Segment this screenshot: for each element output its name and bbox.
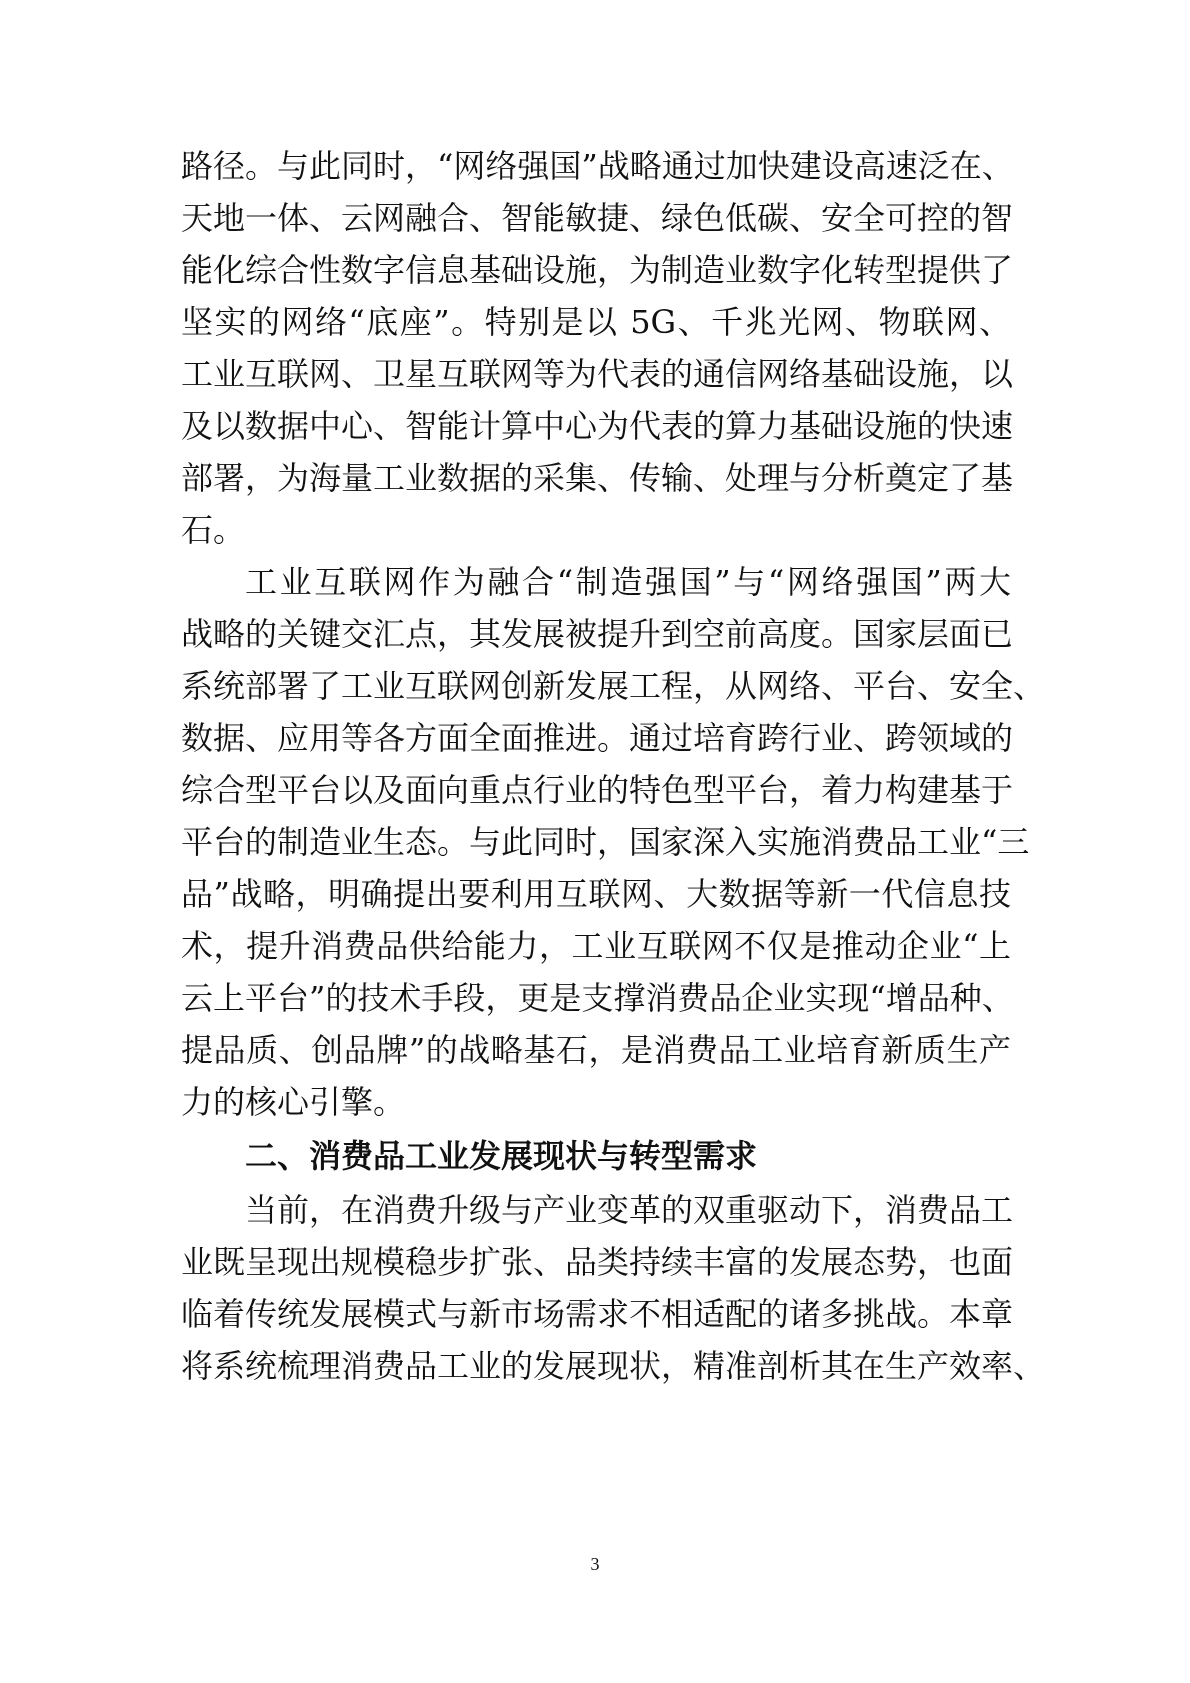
text-line: 工业互联网作为融合“制造强国”与“网络强国”两大: [245, 563, 1011, 601]
text-line: 能化综合性数字信息基础设施，为制造业数字化转型提供了: [181, 251, 1014, 289]
text-line: 当前，在消费升级与产业变革的双重驱动下，消费品工: [245, 1191, 1014, 1229]
text-line: 业既呈现出规模稳步扩张、品类持续丰富的发展态势，也面: [181, 1243, 1014, 1281]
text-line: 天地一体、云网融合、智能敏捷、绿色低碳、安全可控的智: [181, 199, 1014, 237]
text-line: 平台的制造业生态。与此同时，国家深入实施消费品工业“三: [181, 823, 1030, 861]
text-line: 系统部署了工业互联网创新发展工程，从网络、平台、安全、: [181, 667, 1046, 705]
text-line: 品”战略，明确提出要利用互联网、大数据等新一代信息技: [181, 875, 1011, 913]
text-line: 云上平台”的技术手段，更是支撑消费品企业实现“增品种、: [181, 979, 1014, 1017]
text-line: 及以数据中心、智能计算中心为代表的算力基础设施的快速: [181, 407, 1014, 445]
text-line: 力的核心引擎。: [181, 1083, 406, 1121]
page-number: 3: [590, 1554, 600, 1574]
text-line: 数据、应用等各方面全面推进。通过培育跨行业、跨领域的: [181, 719, 1014, 757]
text-line: 将系统梳理消费品工业的发展现状，精准剖析其在生产效率、: [181, 1347, 1046, 1385]
text-line: 工业互联网、卫星互联网等为代表的通信网络基础设施，以: [181, 355, 1014, 393]
text-line: 提品质、创品牌”的战略基石，是消费品工业培育新质生产: [181, 1031, 1011, 1069]
section-heading: 二、消费品工业发展现状与转型需求: [245, 1137, 758, 1175]
text-line: 坚实的网络“底座”。特别是以 5G、千兆光网、物联网、: [181, 303, 1011, 341]
text-line: 战略的关键交汇点，其发展被提升到空前高度。国家层面已: [181, 615, 1014, 653]
text-line: 石。: [181, 511, 246, 549]
text-line: 临着传统发展模式与新市场需求不相适配的诸多挑战。本章: [181, 1295, 1014, 1333]
text-line: 术，提升消费品供给能力，工业互联网不仅是推动企业“上: [181, 927, 1011, 965]
text-line: 综合型平台以及面向重点行业的特色型平台，着力构建基于: [181, 771, 1014, 809]
text-line: 路径。与此同时，“网络强国”战略通过加快建设高速泛在、: [181, 147, 1014, 185]
text-line: 部署，为海量工业数据的采集、传输、处理与分析奠定了基: [181, 459, 1014, 497]
